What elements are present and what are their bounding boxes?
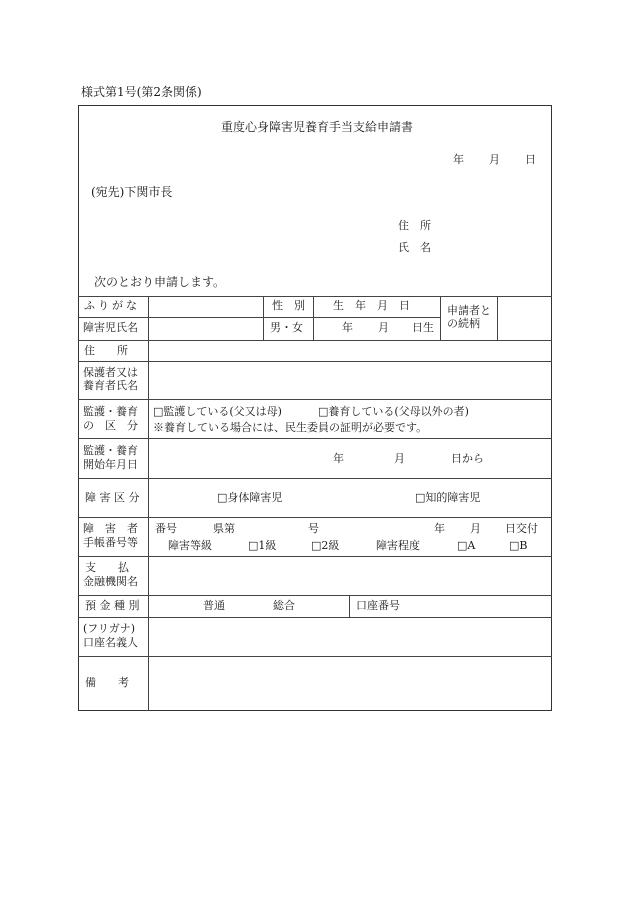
handbook-label-line2: 手帳番号等	[83, 536, 138, 549]
start-year-label: 年	[333, 452, 344, 465]
start-month-label: 月	[394, 452, 405, 465]
handbook-label-line1: 障 害 者	[83, 522, 138, 535]
divider	[78, 340, 552, 341]
custody-label-line1: 監護・養育	[83, 405, 138, 418]
divider	[78, 556, 552, 557]
divider	[78, 617, 552, 618]
disability-category-label: 障 害 区 分	[85, 491, 140, 504]
column-divider	[263, 296, 264, 340]
degree-label: 障害程度	[376, 539, 420, 552]
child-name-label: 障害児氏名	[83, 321, 138, 334]
intro-text: 次のとおり申請します。	[94, 275, 226, 289]
applicant-name-label: 氏 名	[398, 241, 431, 254]
grade-option-2[interactable]: □2級	[311, 539, 340, 552]
guardian-label-line2: 養育者氏名	[83, 379, 138, 392]
handbook-month-label: 月	[470, 522, 481, 535]
guardian-label-line1: 保護者又は	[83, 366, 138, 379]
deposit-option-general[interactable]: 総合	[273, 599, 295, 612]
handbook-year-label: 年	[434, 522, 445, 535]
remarks-label: 備 考	[85, 676, 129, 689]
account-holder-label-line2: 口座名義人	[83, 636, 138, 649]
divider	[78, 438, 552, 439]
divider	[78, 656, 552, 657]
date-day-label: 日	[525, 153, 536, 166]
divider	[78, 517, 552, 518]
birth-day-label: 日生	[412, 321, 434, 334]
custody-note: ※養育している場合には、民生委員の証明が必要です。	[153, 421, 428, 434]
gender-options[interactable]: 男・女	[270, 321, 303, 334]
relation-label-line2: の続柄	[447, 317, 480, 330]
address-label: 住 所	[84, 344, 128, 357]
furigana-label: ふりがな	[84, 299, 140, 312]
custody-option-parent[interactable]: □監護している(父又は母)	[153, 405, 282, 418]
gender-label: 性 別	[272, 299, 305, 312]
column-divider	[497, 296, 498, 340]
degree-option-a[interactable]: □A	[457, 539, 476, 552]
start-date-label-line1: 監護・養育	[83, 444, 138, 457]
custody-label-line2: の 区 分	[83, 419, 138, 432]
start-date-label-line2: 開始年月日	[83, 458, 138, 471]
deposit-option-ordinary[interactable]: 普通	[203, 599, 225, 612]
account-number-label: 口座番号	[356, 599, 400, 612]
deposit-type-label: 預 金 種 別	[85, 599, 140, 612]
date-month-label: 月	[489, 153, 500, 166]
handbook-go-label: 号	[308, 522, 319, 535]
divider	[78, 317, 440, 318]
divider	[78, 399, 552, 400]
divider	[78, 296, 552, 297]
handbook-number-label: 番号	[155, 522, 177, 535]
form-number: 様式第1号(第2条関係)	[81, 85, 202, 99]
relation-label-line1: 申請者と	[447, 304, 491, 317]
divider	[78, 361, 552, 362]
label-column-divider	[148, 296, 149, 711]
column-divider	[440, 296, 441, 340]
handbook-issued-label: 日交付	[505, 522, 538, 535]
handbook-prefecture-label: 県第	[213, 522, 235, 535]
column-divider	[313, 296, 314, 340]
account-holder-label-line1: (フリガナ)	[83, 622, 136, 635]
form-title: 重度心身障害児養育手当支給申請書	[221, 120, 414, 134]
applicant-address-label: 住 所	[398, 219, 431, 232]
addressee: (宛先)下関市長	[91, 185, 173, 199]
divider	[78, 595, 552, 596]
start-day-label: 日から	[451, 452, 484, 465]
disability-option-physical[interactable]: □身体障害児	[217, 491, 283, 504]
birth-month-label: 月	[378, 321, 389, 334]
divider	[78, 478, 552, 479]
degree-option-b[interactable]: □B	[509, 539, 528, 552]
birth-date-label: 生 年 月 日	[333, 299, 410, 312]
disability-option-intellectual[interactable]: □知的障害児	[415, 491, 481, 504]
column-divider	[349, 595, 350, 617]
grade-label: 障害等級	[168, 539, 212, 552]
bank-label-line1: 支 払	[85, 561, 129, 574]
date-year-label: 年	[453, 153, 464, 166]
grade-option-1[interactable]: □1級	[248, 539, 277, 552]
birth-year-label: 年	[342, 321, 353, 334]
bank-label-line2: 金融機関名	[83, 575, 138, 588]
custody-option-foster[interactable]: □養育している(父母以外の者)	[318, 405, 469, 418]
